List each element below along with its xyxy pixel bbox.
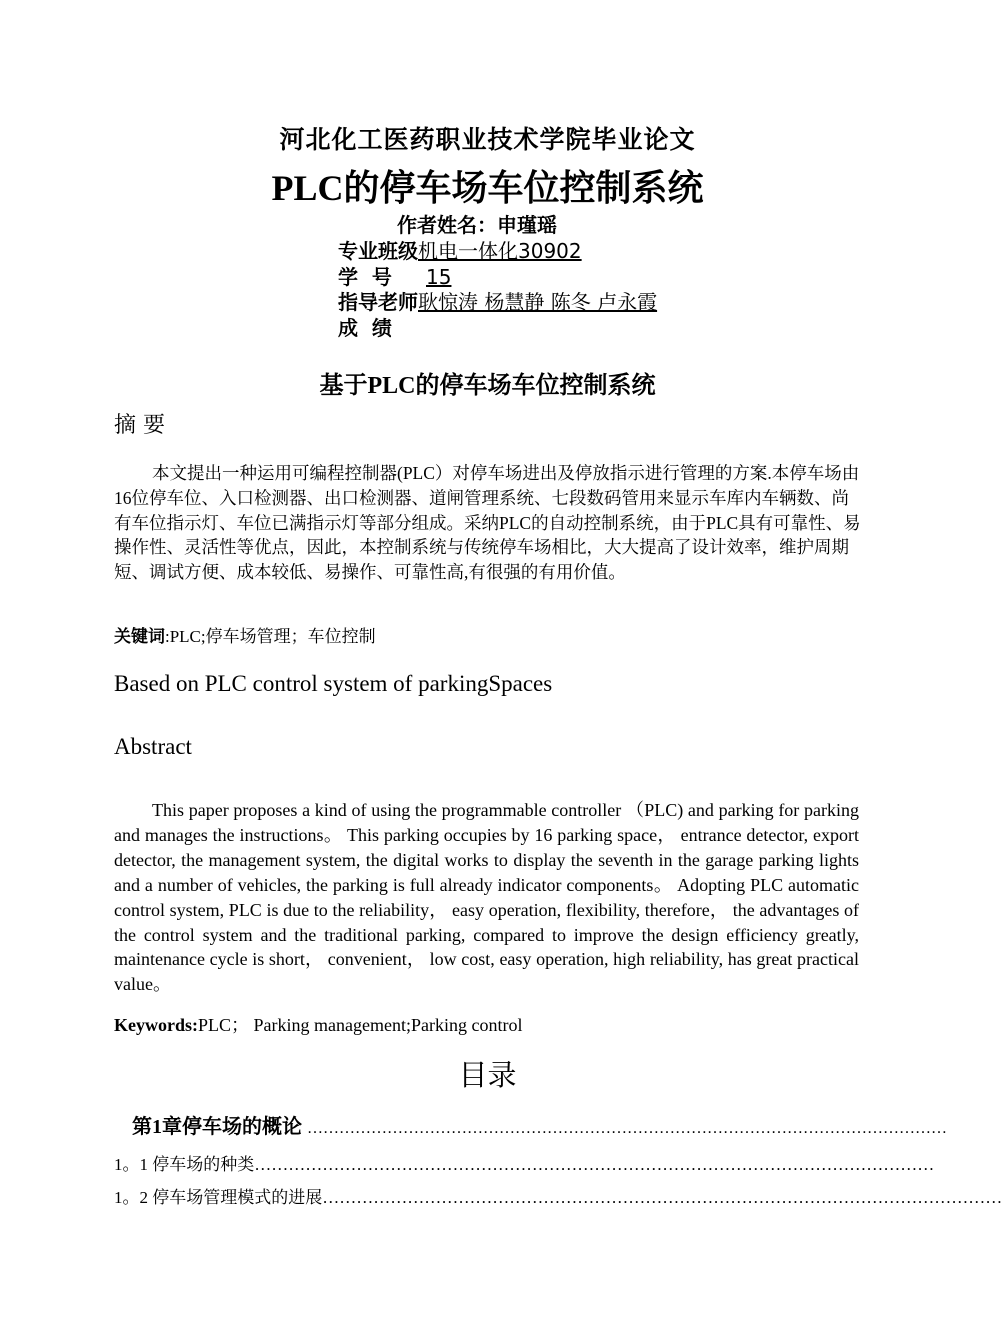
class-label: 专业班级 [338,239,418,263]
cn-abstract-body: 本文提出一种运用可编程控制器(PLC）对停车场进出及停放指示进行管理的方案.本停车场由16位停车位、入口检测器、出口检测器、道闸管理系统、七段数码管用来显示车库内车辆数、尚有车位指示灯、车位已满指示灯等部分组成。采纳PLC的自动控制系统，由于PLC具有可靠性、易操作性、灵活性等优点，因此，本控制系统与传统停车场相比，大大提高了设计效率，维护周期短、调试方便、成本较低、易操作、可靠性高,有很强的有用价值。 [114,463,861,583]
en-abstract-body: This paper proposes a kind of using the programmable controller （PLC) and parking for parking and manages the instructions。 This parking occupies by 16 parking space， entrance detector, export detector, the management system, the digital works to display the seventh in the garage parking lights and a number of vehicles, the parking is full already indicator components。 Adopting PLC automatic control system, PLC is due to the reliability， easy operation, flexibility, therefore， the advantages of the control system and the traditional parking, compared to improve the design efficiency greatly, maintenance cycle is short， convenient， low cost, easy operation, high reliability, has great practical value。 [114,800,859,995]
school-line: 河北化工医药职业技术学院毕业论文 [279,125,696,154]
student-id-value: 15 [426,265,452,289]
toc-chapter-1[interactable] [132,1110,947,1139]
toc-title: 目录 [458,1058,517,1092]
advisor-value: 耿惊涛 杨慧静 陈冬 卢永霞 [418,290,658,314]
cn-keywords-value: :PLC;停车场管理；车位控制 [165,627,376,646]
toc-chapter-1-text: 停车场的概论 [182,1116,302,1138]
cn-title-suffix: 的停车场车位控制系统 [415,373,656,399]
cn-keywords-label: 关键词 [114,627,165,647]
cn-title-prefix: 基于 [319,373,368,399]
author-row [397,209,557,238]
toc-section-1-2[interactable] [114,1183,1002,1208]
en-title: Based on PLC control system of parkingSpaces [114,671,553,696]
toc-leader-dots: ………………………………………………………………………………………………………… [307,1120,947,1137]
thesis-title: PLC的停车场车位控制系统 [271,168,704,208]
en-keywords-value: PLC； Parking management;Parking control [198,1015,523,1035]
cn-abstract-heading: 摘 要 [114,413,165,438]
class-value: 机电一体化30902 [418,239,582,263]
en-keywords-label: Keywords: [114,1015,198,1035]
author-value: 申瑾瑶 [497,213,557,237]
cn-title-plc: PLC [367,373,416,399]
toc-leader-dots: ………………………………………………………………………………………………………… [254,1155,935,1174]
cn-keywords [114,622,376,647]
cn-title [0,365,975,400]
en-abstract-heading: Abstract [114,734,192,759]
author-label: 作者姓名： [397,213,497,237]
student-id-label: 学 号 [338,265,392,289]
grade-label: 成 绩 [338,316,392,340]
en-keywords [114,1011,522,1037]
toc-chapter-1-num: 第1章 [132,1116,182,1138]
grade-row [338,312,426,341]
class-row [338,235,582,264]
toc-leader-dots: ………………………………………………………………………………………………………… [322,1188,1002,1207]
advisor-label: 指导老师 [338,290,418,314]
toc-section-1-1-text: 1。1 停车场的种类 [114,1155,255,1174]
toc-section-1-1[interactable] [114,1150,935,1175]
toc-section-1-2-text: 1。2 停车场管理模式的进展 [114,1188,323,1207]
advisor-row [338,286,657,315]
